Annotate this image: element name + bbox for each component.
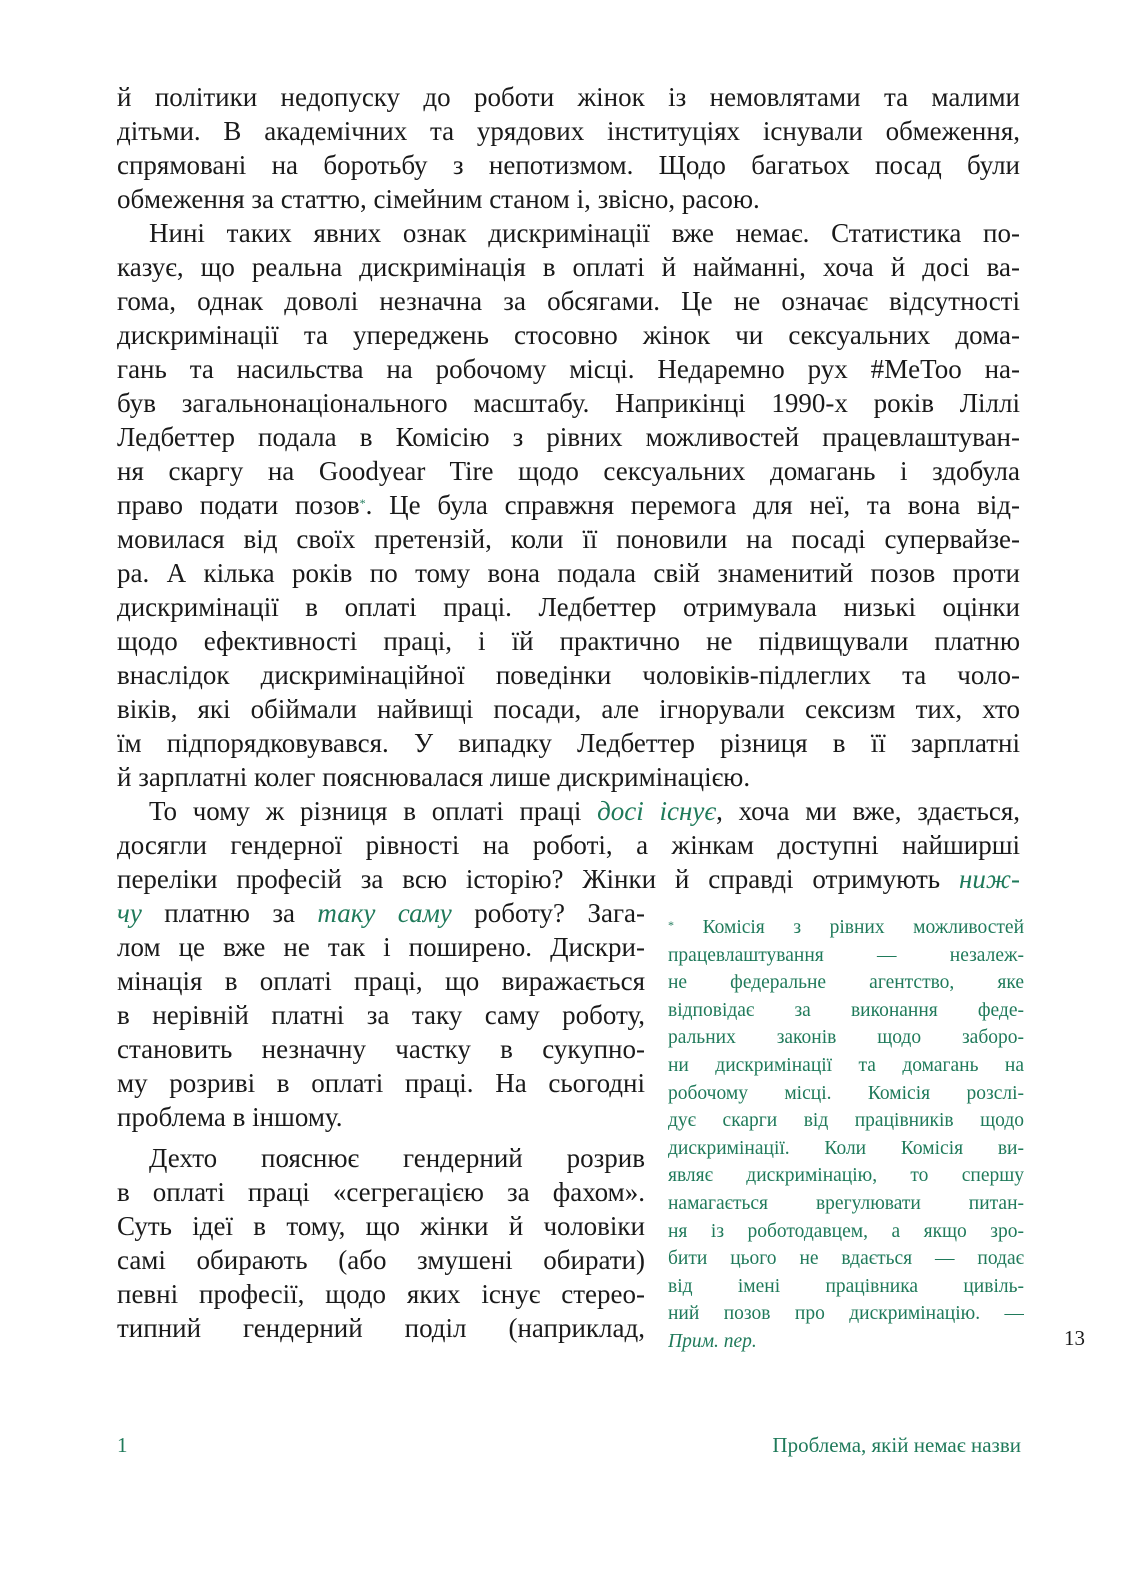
text-line — [668, 1245, 1024, 1273]
text-segment: певні професії, щодо яких існує стерео- — [117, 1279, 645, 1309]
text-line — [117, 386, 1020, 420]
text-segment: дує скарги від працівників щодо — [668, 1110, 1024, 1132]
text-segment: спрямовані на боротьбу з непотизмом. Щодо багатьох посад були — [117, 150, 1020, 180]
text-segment: в нерівній платні за таку саму роботу, — [117, 1000, 645, 1030]
text-line — [117, 352, 1020, 386]
emphasis-text: чу — [117, 898, 142, 928]
text-segment: внаслідок дискримінаційної поведінки чоловіків-підлеглих та чоло- — [117, 660, 1020, 690]
text-segment: ни дискримінації та домагань на — [668, 1054, 1024, 1076]
text-segment: Ледбеттер подала в Комісію з рівних можливостей працевлаштуван- — [117, 422, 1020, 452]
text-line — [117, 522, 1020, 556]
footnote — [668, 914, 1024, 1356]
text-segment: гома, однак доволі незначна за обсягами. Це не означає відсутності — [117, 286, 1020, 316]
text-line — [668, 1162, 1024, 1190]
footnote-marker: * — [668, 918, 674, 932]
text-line — [117, 1277, 645, 1311]
text-segment: й політики недопуску до роботи жінок із немовлятами та малими — [117, 82, 1020, 112]
text-segment: Суть ідеї в тому, що жінки й чоловіки — [117, 1211, 645, 1241]
text-line — [117, 148, 1020, 182]
text-segment: не федеральне агентство, яке — [668, 972, 1024, 994]
text-line — [117, 726, 1020, 760]
text-line — [117, 760, 1020, 794]
text-segment: Дехто пояснює гендерний розрив — [149, 1143, 645, 1173]
text-line — [668, 1218, 1024, 1246]
emphasis-text: досі існує — [597, 796, 717, 826]
text-line — [668, 1080, 1024, 1108]
text-line — [117, 114, 1020, 148]
emphasis-text: ниж- — [958, 864, 1020, 894]
text-segment: їм підпорядковувався. У випадку Ледбеттер різниця в її зарплатні — [117, 728, 1020, 758]
text-segment: право подати позов — [117, 490, 360, 520]
text-line — [668, 1135, 1024, 1163]
text-line — [668, 997, 1024, 1025]
text-line — [117, 998, 645, 1032]
text-line — [668, 1024, 1024, 1052]
text-segment: роботу? Зага- — [451, 898, 645, 928]
text-segment: щодо ефективності праці, і їй практично не підвищували платню — [117, 626, 1020, 656]
text-line — [117, 318, 1020, 352]
text-line — [117, 454, 1020, 488]
text-segment: робочому місці. Комісія розслі- — [668, 1082, 1024, 1104]
text-line — [117, 80, 1020, 114]
text-line — [117, 590, 1020, 624]
text-line — [668, 1300, 1024, 1328]
text-segment: мінація в оплаті праці, що виражається — [117, 966, 645, 996]
text-line — [117, 862, 1020, 896]
text-line — [117, 1066, 645, 1100]
text-segment: платню за — [141, 898, 318, 928]
text-segment: переліки професій за всю історію? Жінки й справді отримують — [117, 864, 959, 894]
text-segment: обмеження за статтю, сімейним станом і, звісно, расою. — [117, 184, 760, 214]
text-segment: . Це була справжня перемога для неї, та вона від- — [365, 490, 1020, 520]
text-line — [117, 1032, 645, 1066]
text-segment: Комісія з рівних можливостей — [674, 917, 1024, 938]
emphasis-text: таку саму — [317, 898, 452, 928]
text-segment: дітьми. В академічних та урядових інституціях існували обмеження, — [117, 116, 1020, 146]
text-segment: казує, що реальна дискримінація в оплаті й найманні, хоча й досі ва- — [117, 252, 1020, 282]
text-segment: Нині таких явних ознак дискримінації вже немає. Статистика по- — [149, 218, 1020, 248]
footer-chapter-number: 1 — [117, 1433, 128, 1457]
text-segment: був загальнонаціонального масштабу. Наприкінці 1990-х років Ліллі — [117, 388, 1020, 418]
text-line — [117, 420, 1020, 454]
text-line — [117, 488, 1020, 522]
text-segment: працевлаштування — незалеж- — [668, 944, 1024, 966]
text-segment: ральних законів щодо заборо- — [668, 1027, 1024, 1049]
text-segment: самі обирають (або змушені обирати) — [117, 1245, 645, 1275]
text-line — [117, 1209, 645, 1243]
text-segment: дискримінації в оплаті праці. Ледбеттер отримувала низькі оцінки — [117, 592, 1020, 622]
text-segment: від імені працівника цивіль- — [668, 1275, 1024, 1297]
text-segment: му розриві в оплаті праці. На сьогодні — [117, 1068, 645, 1098]
text-line — [117, 1100, 645, 1134]
text-segment: й зарплатні колег пояснювалася лише дискримінацією. — [117, 762, 751, 792]
text-line — [117, 930, 645, 964]
text-line — [117, 828, 1020, 862]
text-segment: ня скаргу на Goodyear Tire щодо сексуальних домагань і здобула — [117, 456, 1020, 486]
text-line — [117, 216, 1020, 250]
text-line — [668, 1190, 1024, 1218]
text-segment: , хоча ми вже, здається, — [716, 796, 1020, 826]
text-segment: мовилася від своїх претензій, коли її поновили на посаді супервайзе- — [117, 524, 1020, 554]
text-line — [668, 914, 1024, 942]
text-segment: То чому ж різниця в оплаті праці — [149, 796, 598, 826]
page-number: 13 — [1064, 1326, 1085, 1350]
text-line — [117, 1243, 645, 1277]
text-line — [117, 1141, 645, 1175]
text-line — [117, 1175, 645, 1209]
emphasis-text: Прим. пер. — [668, 1330, 757, 1352]
text-line — [117, 624, 1020, 658]
text-line — [668, 969, 1024, 997]
text-line — [668, 1107, 1024, 1135]
text-line — [117, 556, 1020, 590]
text-line — [117, 964, 645, 998]
text-segment: становить незначну частку в сукупно- — [117, 1034, 645, 1064]
text-segment: проблема в іншому. — [117, 1102, 343, 1132]
text-segment: ра. А кілька років по тому вона подала свій знаменитий позов проти — [117, 558, 1020, 588]
text-segment: бити цього не вдається — подає — [668, 1248, 1024, 1270]
text-line — [117, 692, 1020, 726]
text-line — [668, 1052, 1024, 1080]
text-segment: дискримінації. Коли Комісія ви- — [668, 1137, 1024, 1159]
text-line — [117, 896, 645, 930]
text-segment: гань та насильства на робочому місці. Недаремно рух #MeToo на- — [117, 354, 1020, 384]
text-line — [668, 1328, 1024, 1356]
text-line — [117, 1311, 645, 1345]
text-segment: досягли гендерної рівності на роботі, а жінкам доступні найширші — [117, 830, 1020, 860]
text-line — [117, 250, 1020, 284]
footnote-marker: * — [359, 496, 366, 510]
text-segment: в оплаті праці «сегрегацією за фахом». — [117, 1177, 645, 1207]
main-text-narrow-column — [117, 896, 645, 1345]
text-segment: лом це вже не так і поширено. Дискри- — [117, 932, 645, 962]
text-segment: віків, які обіймали найвищі посади, але ігнорували сексизм тих, хто — [117, 694, 1020, 724]
text-segment: відповідає за виконання феде- — [668, 999, 1024, 1021]
text-line — [117, 182, 1020, 216]
text-segment: намагається врегулювати питан- — [668, 1192, 1024, 1214]
main-text-full-width — [117, 80, 1020, 896]
footer-chapter-title: Проблема, якій немає назви — [772, 1433, 1021, 1457]
text-segment: дискримінації та упереджень стосовно жінок чи сексуальних дома- — [117, 320, 1020, 350]
text-segment: ня із роботодавцем, а якщо зро- — [668, 1220, 1024, 1242]
text-segment: ний позов про дискримінацію. — — [668, 1303, 1024, 1325]
text-line — [668, 1273, 1024, 1301]
text-line — [117, 794, 1020, 828]
text-line — [117, 284, 1020, 318]
text-segment: являє дискримінацію, то спершу — [668, 1165, 1024, 1187]
text-line — [668, 942, 1024, 970]
text-segment: типний гендерний поділ (наприклад, — [117, 1313, 645, 1343]
text-line — [117, 658, 1020, 692]
